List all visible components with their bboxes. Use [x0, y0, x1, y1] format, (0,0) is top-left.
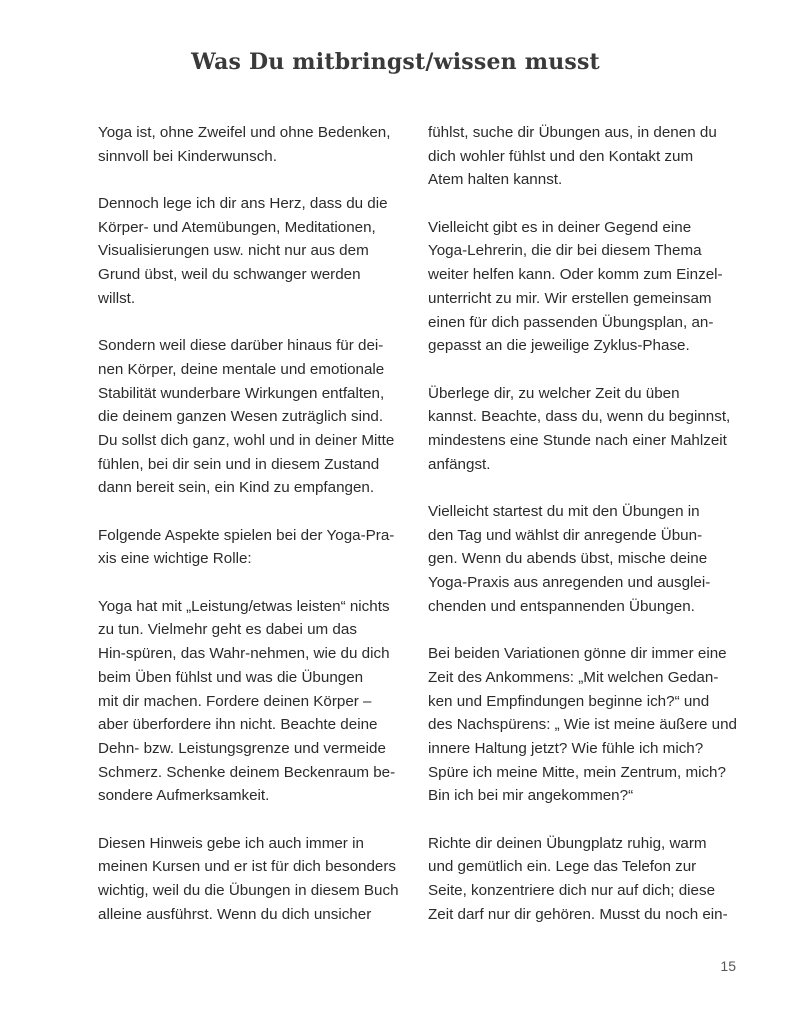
text-line: Stabilität wunderbare Wirkungen entfalten,	[98, 384, 385, 402]
text-line: dich wohler fühlst und den Kontakt zum	[428, 147, 694, 165]
paragraph	[428, 382, 748, 477]
text-line: Vielleicht gibt es in deiner Gegend eine	[428, 218, 692, 236]
text-line: Richte dir deinen Übungplatz ruhig, warm	[428, 834, 707, 852]
text-line: den Tag und wählst dir anregende Übun-	[428, 526, 703, 544]
text-line: weiter helfen kann. Oder komm zum Einzel-	[428, 266, 723, 284]
text-line: kannst. Beachte, dass du, wenn du beginnst,	[428, 408, 731, 426]
text-line: Zeit des Ankommens: „Mit welchen Gedan-	[428, 668, 719, 686]
paragraph	[428, 216, 748, 358]
text-line: gepasst an die jeweilige Zyklus-Phase.	[428, 337, 690, 355]
text-line: Überlege dir, zu welcher Zeit du üben	[428, 384, 680, 402]
text-line: Dennoch lege ich dir ans Herz, dass du die	[98, 195, 388, 213]
paragraph	[98, 595, 418, 808]
text-line: Bei beiden Variationen gönne dir immer eine	[428, 645, 727, 663]
text-line: chenden und entspannenden Übungen.	[428, 597, 695, 615]
text-line: Atem halten kannst.	[428, 171, 563, 189]
text-line: Schmerz. Schenke deinem Beckenraum be-	[98, 763, 396, 781]
text-line: Sondern weil diese darüber hinaus für dei-	[98, 337, 384, 355]
text-line: Yoga-Praxis aus anregenden und ausglei-	[428, 574, 711, 592]
text-line: aber überfordere ihn nicht. Beachte deine	[98, 716, 378, 734]
text-line: und gemütlich ein. Lege das Telefon zur	[428, 858, 697, 876]
text-column-right	[428, 121, 748, 950]
paragraph	[428, 121, 748, 192]
text-line: Hin-spüren, das Wahr-nehmen, wie du dich	[98, 645, 390, 663]
text-line: fühlst, suche dir Übungen aus, in denen du	[428, 124, 717, 141]
text-line: ken und Empfindungen beginne ich?“ und	[428, 692, 710, 710]
text-line: Dehn- bzw. Leistungsgrenze und vermeide	[98, 739, 386, 757]
text-line: mindestens eine Stunde nach einer Mahlzeit	[428, 431, 727, 449]
text-line: Spüre ich meine Mitte, mein Zentrum, mich?	[428, 763, 726, 781]
text-line: wichtig, weil du die Übungen in diesem Buch	[98, 882, 399, 899]
text-line: sinnvoll bei Kinderwunsch.	[98, 147, 277, 165]
text-line: Yoga-Lehrerin, die dir bei diesem Thema	[428, 242, 702, 260]
text-line: meinen Kursen und er ist für dich besonders	[98, 858, 397, 876]
text-line: Seite, konzentriere dich nur auf dich; diese	[428, 882, 716, 899]
paragraph	[428, 832, 748, 927]
paragraph	[428, 500, 748, 618]
text-line: unterricht zu mir. Wir erstellen gemeinsam	[428, 289, 712, 307]
text-column-left	[98, 121, 418, 950]
text-line: Yoga hat mit „Leistung/etwas leisten“ nichts	[98, 597, 390, 615]
text-line: Du sollst dich ganz, wohl und in deiner Mitte	[98, 431, 395, 449]
text-line: Diesen Hinweis gebe ich auch immer in	[98, 834, 364, 852]
text-line: dann bereit sein, ein Kind zu empfangen.	[98, 479, 375, 497]
text-line: willst.	[98, 289, 136, 307]
paragraph	[428, 642, 748, 808]
text-line: anfängst.	[428, 455, 491, 473]
paragraph	[98, 192, 418, 310]
text-line: xis eine wichtige Rolle:	[98, 550, 252, 568]
text-line: Yoga ist, ohne Zweifel und ohne Bedenken,	[98, 124, 391, 141]
text-line: Folgende Aspekte spielen bei der Yoga-Pra-	[98, 526, 395, 544]
text-line: fühlen, bei dir sein und in diesem Zustand	[98, 455, 380, 473]
page-number: 15	[720, 958, 736, 974]
paragraph	[98, 524, 418, 571]
page-title: Was Du mitbringst/wissen musst	[191, 49, 600, 75]
text-line: gen. Wenn du abends übst, mische deine	[428, 550, 708, 568]
text-line: einen für dich passenden Übungsplan, an-	[428, 313, 714, 331]
text-line: sondere Aufmerksamkeit.	[98, 787, 270, 805]
paragraph	[98, 334, 418, 500]
text-line: die deinem ganzen Wesen zuträglich sind.	[98, 408, 384, 426]
text-line: Bin ich bei mir angekommen?“	[428, 787, 634, 805]
paragraph	[98, 832, 418, 927]
paragraph	[98, 121, 418, 168]
text-line: innere Haltung jetzt? Wie fühle ich mich?	[428, 739, 704, 757]
text-line: nen Körper, deine mentale und emotionale	[98, 360, 385, 378]
text-line: des Nachspürens: „ Wie ist meine äußere und	[428, 716, 737, 734]
text-line: alleine ausführst. Wenn du dich unsicher	[98, 905, 372, 923]
text-line: Vielleicht startest du mit den Übungen in	[428, 503, 700, 520]
text-line: Zeit darf nur dir gehören. Musst du noch ein-	[428, 905, 728, 923]
text-line: beim Üben fühlst und was die Übungen	[98, 668, 364, 686]
text-line: zu tun. Vielmehr geht es dabei um das	[98, 621, 357, 639]
text-line: Grund übst, weil du schwanger werden	[98, 266, 361, 284]
text-line: mit dir machen. Fordere deinen Körper –	[98, 692, 372, 710]
text-line: Körper- und Atemübungen, Meditationen,	[98, 218, 376, 236]
text-line: Visualisierungen usw. nicht nur aus dem	[98, 242, 369, 260]
